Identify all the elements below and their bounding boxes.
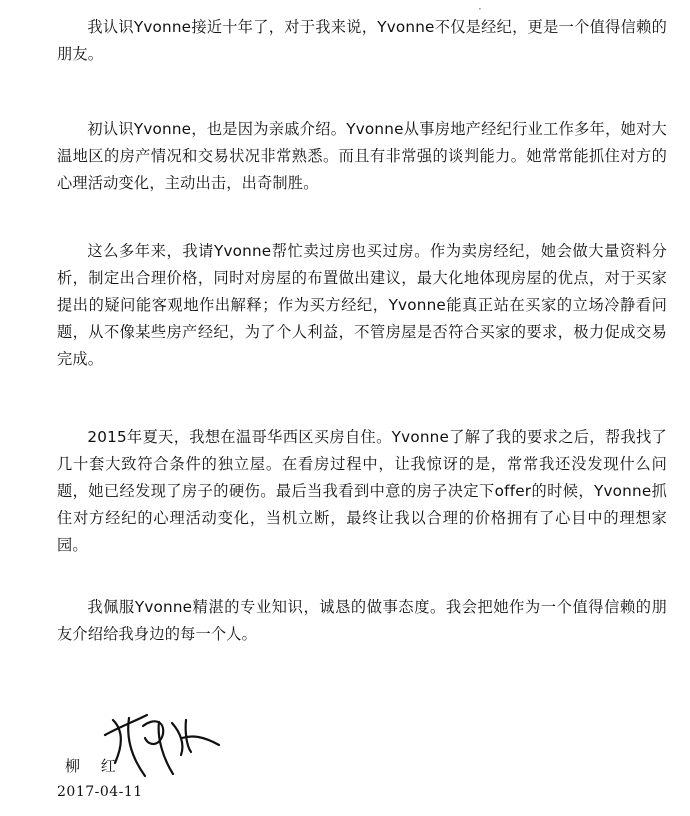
letter-paragraph-4: 2015年夏天，我想在温哥华西区买房自住。Yvonne了解了我的要求之后，帮我找了几十套大致符合条件的独立屋。在看房过程中，让我惊讶的是，常常我还没发现什么问题，她已经发现了房子的硬伤。最后当我看到中意的房子决定下offer的时候，Yvonne抓住对方经纪的心理活动变化，当机立断，最终让我以合理的价格拥有了心目中的理想家园。 [57,428,667,554]
letter-paragraph-2: 初认识Yvonne，也是因为亲戚介绍。Yvonne从事房地产经纪行业工作多年，她对大温地区的房产情况和交易状况非常熟悉。而且有非常强的谈判能力。她常常能抓住对方的心理活动变化，主动出击，出奇制胜。 [57,120,667,192]
letter-date: 2017-04-11 [57,784,143,800]
letter-paragraph-1: 我认识Yvonne接近十年了，对于我来说，Yvonne不仅是经纪，更是一个值得信赖的朋友。 [57,18,667,63]
scan-mark: · [478,2,482,16]
signer-name: 柳 红 [65,757,124,775]
letter-paragraph-3: 这么多年来，我请Yvonne帮忙卖过房也买过房。作为卖房经纪，她会做大量资料分析，制定出合理价格，同时对房屋的布置做出建议，最大化地体现房屋的优点，对于买家提出的疑问能客观地作出解释；作为买方经纪，Yvonne能真正站在买家的立场冷静看问题，从不像某些房产经纪，为了个人利益，不管房屋是否符合买家的要求，极力促成交易完成。 [57,242,667,368]
letter-paragraph-5: 我佩服Yvonne精湛的专业知识，诚恳的做事态度。我会把她作为一个值得信赖的朋友介绍给我身边的每一个人。 [57,598,667,643]
handwritten-signature [95,700,225,790]
